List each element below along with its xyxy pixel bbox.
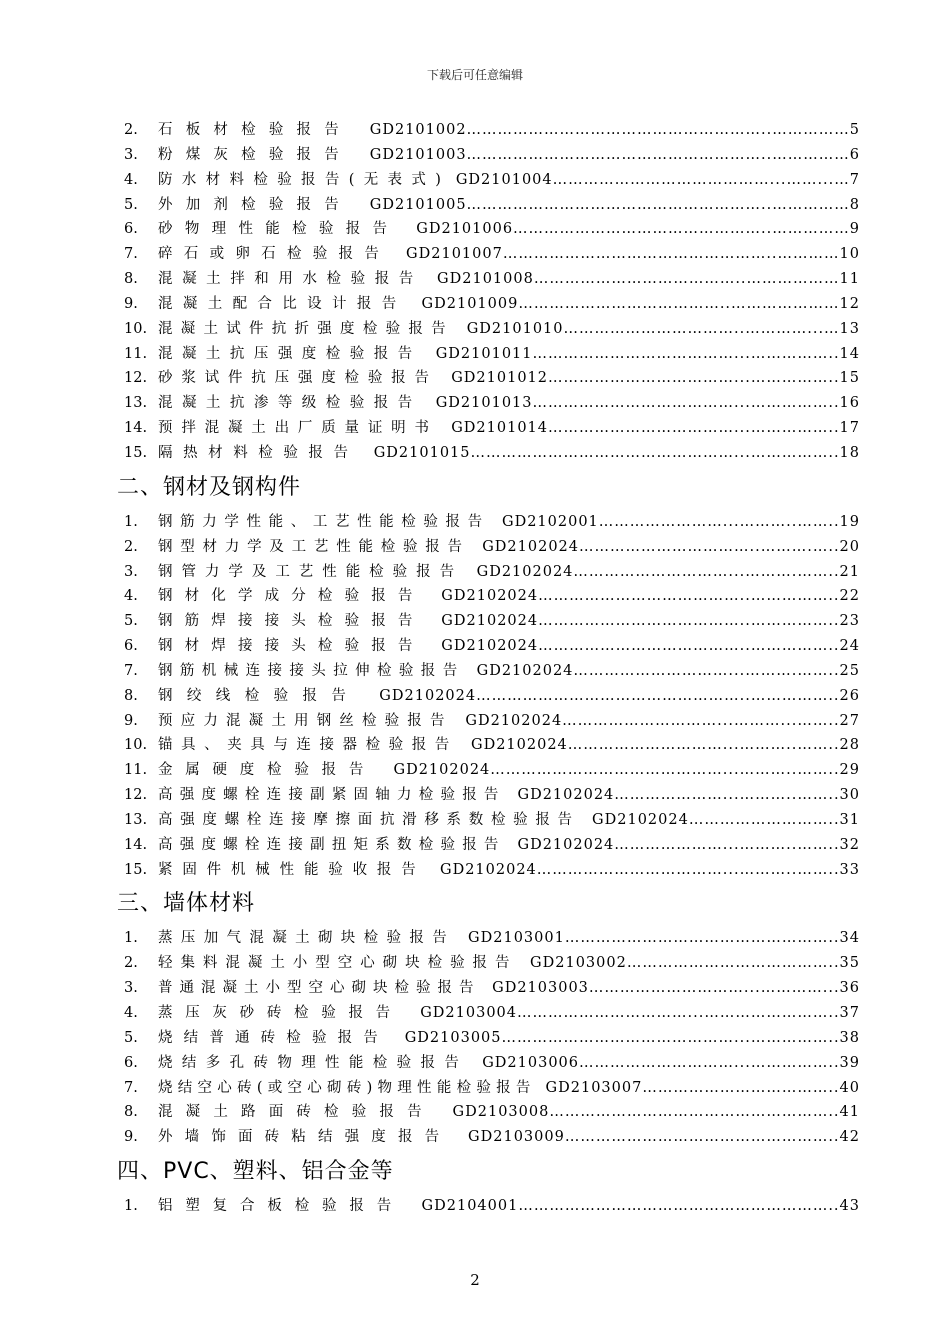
toc-entry-text: 轻集料混凝土小型空心砌块检验报告 GD2103002…………………………………..35 [158,955,860,972]
toc-entry-line [158,858,860,883]
toc-entry-line [158,366,860,391]
toc-entry-text: 混凝土抗压强度检验报告 GD2101011…………………………………...……………..14 [158,345,860,362]
toc-entry-line [158,709,860,734]
toc-entry-text: 钢绞线检验报告 GD2102024……………………………………………..……………..26 [158,687,860,704]
section-heading: 二、钢材及钢构件 [117,474,302,500]
toc-entry-line [158,1194,860,1219]
toc-entry-line [158,659,860,684]
toc-entry-number: 6. [124,638,138,655]
toc-entry-text: 紧固件机械性能验收报告 GD2102024………………………………...………..……..33 [158,861,860,878]
toc-entry-line [158,951,860,976]
toc-entry-number: 5. [124,1029,138,1046]
toc-entry-line [158,733,860,758]
toc-entry[interactable] [0,535,950,560]
toc-entry-number: 5. [124,196,138,213]
toc-entry-line [158,193,860,218]
toc-entry-text: 金属硬度检验报告 GD2102024………………………………………...………..……..29 [158,762,860,779]
toc-entry-text: 高强度螺栓连接摩擦面抗滑移系数检验报告 GD2102024………………………..31 [158,811,860,828]
toc-entry[interactable] [0,242,950,267]
toc-entry-text: 混凝土拌和用水检验报告 GD2101008…………………………………..………………11 [158,271,860,288]
toc-entry[interactable] [0,926,950,951]
toc-entry-number: 4. [124,1005,138,1021]
toc-entry-text: 外墙饰面砖粘结强度报告 GD2103009……………………………………………..42 [158,1129,860,1146]
toc-entry-text: 钢管力学及工艺性能检验报告 GD2102024…………………………...……….……..21 [158,563,860,580]
toc-entry-line [158,1100,860,1125]
toc-entry-line [158,808,860,833]
toc-entry-line [158,510,860,535]
toc-entry-text: 砂浆试件抗压强度检验报告 GD2101012………………………………...……………..15 [158,370,860,387]
toc-entry[interactable] [0,267,950,292]
toc-entry[interactable] [0,510,950,535]
toc-entry-text: 钢材化学成分检验报告 GD2102024…………………………………..……………..22 [158,588,860,605]
toc-entry[interactable] [0,366,950,391]
toc-entry-number: 8. [124,1104,138,1121]
toc-entry-text: 高强度螺栓连接副扭矩系数检验报告 GD2102024…………………...………..……..32 [158,836,860,853]
toc-entry-number: 1. [124,930,138,947]
toc-entry-number: 2. [124,538,138,555]
toc-entry-number: 1. [124,1198,138,1215]
toc-entry-number: 9. [124,712,138,729]
toc-entry-number: 10. [124,320,148,337]
toc-entry[interactable] [0,976,950,1001]
toc-entry-number: 11. [124,345,148,362]
toc-entry-number: 4. [124,588,138,605]
toc-entry[interactable] [0,1194,950,1219]
toc-entry-text: 蒸压加气混凝土砌块检验报告 GD2103001……………………………………………..34 [158,930,860,947]
toc-entry[interactable] [0,292,950,317]
toc-entry-number: 8. [124,687,138,704]
toc-entry[interactable] [0,1125,950,1150]
toc-entry-line [158,242,860,267]
toc-entry[interactable] [0,1076,950,1101]
toc-entry-line [158,609,860,634]
toc-entry-text: 钢材焊接接头检验报告 GD2102024…………………………………..……………..24 [158,638,860,655]
toc-entry-number: 3. [124,146,138,163]
toc-entry-number: 2. [124,122,138,138]
toc-entry-line [158,976,860,1001]
toc-entry[interactable] [0,1026,950,1051]
toc-entry-text: 高强度螺栓连接副紧固轴力检验报告 GD2102024…………………...………..……..30 [158,787,860,804]
toc-entry-line [158,535,860,560]
toc-entry-text: 外加剂检验报告 GD2101005…………………………………………………..……………8 [158,196,860,213]
toc-entry-number: 14. [124,420,148,437]
section-heading: 四、PVC、塑料、铝合金等 [117,1159,394,1185]
toc-entry-line [158,1001,860,1026]
toc-entry[interactable] [0,659,950,684]
toc-entry[interactable] [0,783,950,808]
toc-entry-number: 8. [124,271,138,288]
toc-entry-line [158,292,860,317]
toc-entry-text: 烧结普通砖检验报告 GD2103005………………………………………...……………..38 [158,1029,860,1046]
toc-entry-number: 15. [124,861,148,878]
toc-entry-text: 混凝土路面砖检验报告 GD2103008………………………………………………..41 [158,1104,860,1121]
toc-entry-number: 5. [124,613,138,630]
toc-entry[interactable] [0,833,950,858]
toc-entry-text: 钢筋焊接接头检验报告 GD2102024…………………………………..……………..23 [158,613,860,630]
toc-entry-text: 蒸压灰砂砖检验报告 GD2103004……………………………...……………………..37 [158,1005,860,1021]
page-number: 2 [470,1271,480,1289]
toc-entry-line [158,391,860,416]
toc-entry-number: 14. [124,836,148,853]
toc-entry-text: 混凝土试件抗折强度检验报告 GD2101010……………………………..…………...…13 [158,320,860,337]
toc-entry-number: 7. [124,246,138,263]
toc-entry[interactable] [0,858,950,883]
toc-entry-line [158,560,860,585]
toc-entry-text: 烧结空心砖(或空心砌砖)物理性能检验报告 GD2103007………………………………..40 [158,1079,860,1096]
toc-entry-text: 铝塑复合板检验报告 GD2104001……………………………………………………..43 [158,1198,860,1215]
toc-entry-line [158,441,860,466]
toc-entry-text: 混凝土配合比设计报告 GD2101009…………………………………..…………………12 [158,295,860,312]
toc-entry[interactable] [0,217,950,242]
toc-entry[interactable] [0,758,950,783]
toc-entry-number: 7. [124,662,138,679]
toc-entry-line [158,416,860,441]
toc-entry-number: 12. [124,787,148,804]
toc-entry-text: 预应力混凝土用钢丝检验报告 GD2102024…………………………...………...……..27 [158,712,860,729]
toc-entry[interactable] [0,709,950,734]
toc-entry-number: 13. [124,811,148,828]
toc-entry[interactable] [0,441,950,466]
toc-entry[interactable] [0,193,950,218]
toc-entry[interactable] [0,391,950,416]
toc-entry-line [158,342,860,367]
section-heading: 三、墙体材料 [117,891,256,917]
toc-entry[interactable] [0,342,950,367]
toc-entry-text: 石板材检验报告 GD2101002…………………………………………………..……………5 [158,122,860,138]
toc-entry-number: 13. [124,395,148,412]
toc-entry-text: 锚具、夹具与连接器检验报告 GD2102024…………………………...………..……..28 [158,737,860,754]
toc-entry[interactable] [0,416,950,441]
toc-entry-number: 3. [124,563,138,580]
toc-entry[interactable] [0,560,950,585]
toc-entry-line [158,783,860,808]
toc-entry-line [158,143,860,168]
toc-entry-text: 钢筋机械连接接头拉伸检验报告 GD2102024…………………………...……….……..25 [158,662,860,679]
toc-entry-line [158,584,860,609]
toc-entry-number: 6. [124,221,138,238]
toc-entry-number: 9. [124,295,138,312]
table-of-contents [0,118,950,1219]
toc-entry-text: 普通混凝土小型空心砌块检验报告 GD2103003…………………………...…………...36 [158,980,860,997]
toc-entry-number: 1. [124,513,138,530]
toc-entry-number: 9. [124,1129,138,1146]
toc-entry-text: 隔热材料检验报告 GD2101015……………………………………………...……………..18 [158,444,860,461]
toc-entry-text: 钢型材力学及工艺性能检验报告 GD2102024……………………………..……….…..20 [158,538,860,555]
toc-entry[interactable] [0,143,950,168]
toc-entry[interactable] [0,584,950,609]
toc-entry-number: 3. [124,980,138,997]
toc-entry-line [158,1125,860,1150]
toc-entry-line [158,758,860,783]
toc-entry-number: 12. [124,370,148,387]
toc-entry-line [158,1051,860,1076]
toc-entry-line [158,926,860,951]
toc-entry[interactable] [0,808,950,833]
toc-entry-text: 混凝土抗渗等级检验报告 GD2101013…………………………………...……………..16 [158,395,860,412]
toc-entry[interactable] [0,1001,950,1026]
toc-entry-text: 烧结多孔砖物理性能检验报告 GD2103006…………………………...……………..39 [158,1054,860,1071]
toc-entry[interactable] [0,1100,950,1125]
toc-entry[interactable] [0,684,950,709]
toc-entry-text: 钢筋力学性能、工艺性能检验报告 GD2102001……………………...………..……..19 [158,513,860,530]
toc-entry-text: 碎石或卵石检验报告 GD2101007……………………………………………..…………10 [158,246,860,263]
toc-entry-line [158,634,860,659]
toc-entry-line [158,168,860,193]
toc-entry-text: 防水材料检验报告(无表式) GD2101004……………………………………...……...…7 [158,171,860,188]
toc-entry-number: 6. [124,1054,138,1071]
toc-entry[interactable] [0,951,950,976]
toc-entry[interactable] [0,733,950,758]
toc-entry-line [158,833,860,858]
toc-entry-number: 4. [124,171,138,188]
toc-entry-line [158,1076,860,1101]
toc-entry-number: 11. [124,762,148,779]
toc-entry-line [158,217,860,242]
toc-entry-line [158,684,860,709]
toc-entry[interactable] [0,609,950,634]
toc-entry-text: 砂物理性能检验报告 GD2101006…………………………………………..……………9 [158,221,860,238]
toc-entry-number: 15. [124,444,148,461]
toc-entry-line [158,267,860,292]
page-header: 下载后可任意编辑 [426,68,523,82]
toc-entry-number: 2. [124,955,138,972]
toc-entry-line [158,317,860,342]
toc-entry-text: 粉煤灰检验报告 GD2101003…………………………………………………..……………6 [158,146,860,163]
toc-entry-number: 10. [124,737,148,754]
toc-entry-line [158,118,860,143]
toc-entry[interactable] [0,1051,950,1076]
toc-entry-line [158,1026,860,1051]
toc-entry-text: 预拌混凝土出厂质量证明书 GD2101014………………………………...……………..17 [158,420,860,437]
toc-entry[interactable] [0,317,950,342]
toc-entry[interactable] [0,634,950,659]
toc-entry[interactable] [0,168,950,193]
toc-entry[interactable] [0,118,950,143]
toc-entry-number: 7. [124,1079,138,1096]
